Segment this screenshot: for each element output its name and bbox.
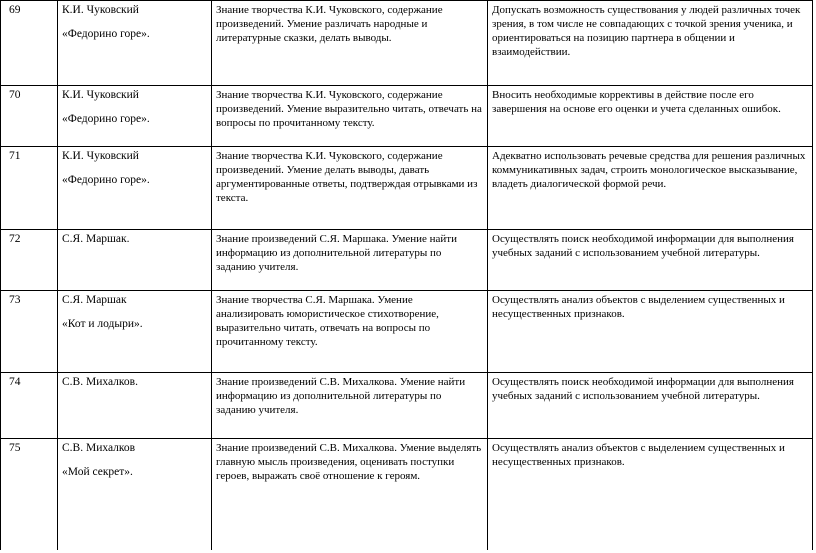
work-title: «Кот и лодыри».: [62, 318, 143, 330]
knowledge-requirements: Знание произведений С.В. Михалкова. Умение выделять главную мысль произведения, оценивать поступки героев, выражать своё отношение к героям.: [212, 439, 488, 550]
learning-skills: Осуществлять анализ объектов с выделением существенных и несущественных признаков.: [488, 291, 813, 373]
knowledge-requirements: Знание творчества К.И. Чуковского, содержание произведений. Умение выразительно читать, отвечать на вопросы по прочитанному тексту.: [212, 86, 488, 147]
table-row: [1, 230, 813, 291]
lesson-number: 73: [1, 291, 58, 373]
lesson-number: 75: [1, 439, 58, 550]
author-cell: [58, 439, 212, 550]
learning-skills: Вносить необходимые коррективы в действие после его завершения на основе его оценки и учета сделанных ошибок.: [488, 86, 813, 147]
author-name: К.И. Чуковский: [62, 4, 139, 16]
author-cell: [58, 1, 212, 86]
work-title: «Мой секрет».: [62, 466, 133, 478]
learning-skills: Осуществлять анализ объектов с выделением существенных и несущественных признаков.: [488, 439, 813, 550]
table-row: [1, 373, 813, 439]
work-title: «Федорино горе».: [62, 28, 150, 40]
table-row: [1, 147, 813, 230]
author-name: С.Я. Маршак: [62, 294, 127, 306]
knowledge-requirements: Знание произведений С.В. Михалкова. Умение найти информацию из дополнительной литературы по заданию учителя.: [212, 373, 488, 439]
knowledge-requirements: Знание творчества К.И. Чуковского, содержание произведений. Умение делать выводы, давать аргументированные ответы, подтверждая отрывками из текста.: [212, 147, 488, 230]
author-name: С.В. Михалков.: [62, 376, 138, 388]
author-cell: [58, 147, 212, 230]
knowledge-requirements: Знание творчества С.Я. Маршака. Умение анализировать юмористическое стихотворение, выразительно читать, отвечать на вопросы по прочитанному тексту.: [212, 291, 488, 373]
author-cell: [58, 86, 212, 147]
author-name: К.И. Чуковский: [62, 150, 139, 162]
lesson-number: 74: [1, 373, 58, 439]
lesson-number: 71: [1, 147, 58, 230]
table-row: [1, 439, 813, 550]
work-title: «Федорино горе».: [62, 113, 150, 125]
table-row: [1, 86, 813, 147]
work-title: «Федорино горе».: [62, 174, 150, 186]
learning-skills: Осуществлять поиск необходимой информации для выполнения учебных заданий с использованием учебной литературы.: [488, 373, 813, 439]
author-cell: [58, 230, 212, 291]
learning-skills: Осуществлять поиск необходимой информации для выполнения учебных заданий с использованием учебной литературы.: [488, 230, 813, 291]
table-row: [1, 291, 813, 373]
author-name: С.В. Михалков: [62, 442, 136, 454]
author-name: С.Я. Маршак.: [62, 233, 130, 245]
lesson-number: 70: [1, 86, 58, 147]
learning-skills: Адекватно использовать речевые средства для решения различных коммуникативных задач, строить монологическое высказывание, владеть диалогической формой речи.: [488, 147, 813, 230]
lesson-number: 72: [1, 230, 58, 291]
lesson-number: 69: [1, 1, 58, 86]
author-cell: [58, 373, 212, 439]
learning-skills: Допускать возможность существования у людей различных точек зрения, в том числе не совпадающих с точкой зрения ученика, и ориентироваться на позицию партнера в общении и взаимодействии.: [488, 1, 813, 86]
author-cell: [58, 291, 212, 373]
author-name: К.И. Чуковский: [62, 89, 139, 101]
knowledge-requirements: Знание произведений С.Я. Маршака. Умение найти информацию из дополнительной литературы по заданию учителя.: [212, 230, 488, 291]
knowledge-requirements: Знание творчества К.И. Чуковского, содержание произведений. Умение различать народные и литературные сказки, делать выводы.: [212, 1, 488, 86]
table-row: [1, 1, 813, 86]
